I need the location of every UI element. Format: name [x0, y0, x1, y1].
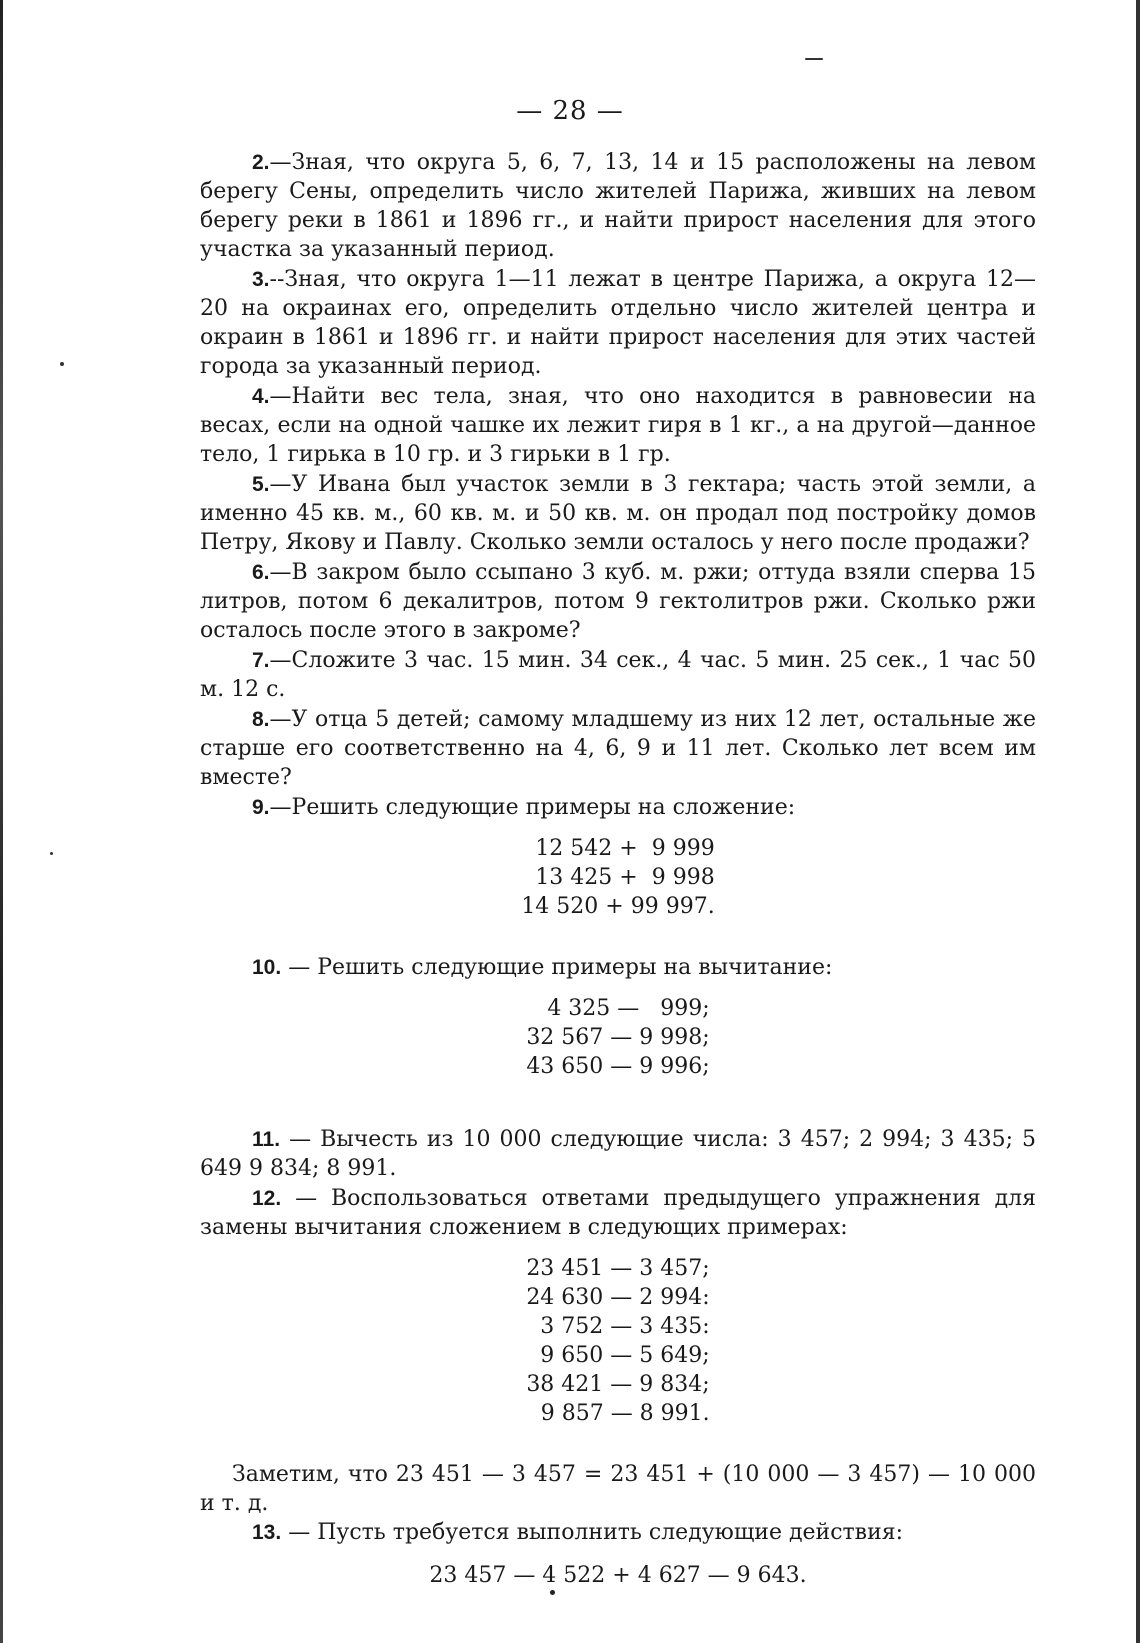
subtraction-example: 43 650 — 9 996;	[526, 1054, 710, 1079]
replacement-example: 9 650 — 5 649;	[540, 1343, 710, 1368]
scan-speck	[60, 362, 64, 366]
problem-text: — Воспользоваться ответами предыдущего упражнения для замены вычитания сложением в следующих примерах:	[200, 1186, 1036, 1240]
problem-number: 9.	[252, 796, 270, 819]
problem-text: — Решить следующие примеры на вычитание:	[281, 955, 833, 980]
problem-list	[200, 148, 1036, 822]
final-expression: 23 457 — 4 522 + 4 627 — 9 643.	[429, 1563, 807, 1588]
problem-number: 8.	[252, 708, 270, 731]
scan-speck	[50, 852, 53, 855]
problem-number: 11.	[252, 1128, 281, 1151]
problem-paragraph	[200, 558, 1036, 645]
scan-edge-left	[0, 0, 3, 1643]
replacement-example: 24 630 — 2 994:	[526, 1285, 710, 1310]
page-content	[200, 148, 1036, 1590]
problem-number: 12.	[252, 1187, 282, 1210]
problem-paragraph	[200, 470, 1036, 557]
problem-text: —Найти вес тела, зная, что оно находится в равновесии на весах, если на одной чашке их лежит гиря в 1 кг., а на другой—данное тело, 1 гирька в 10 гр. и 3 гирьки в 1 гр.	[200, 384, 1036, 467]
replacement-example: 23 451 — 3 457;	[526, 1256, 710, 1281]
addition-example: 14 520 + 99 997.	[521, 894, 715, 919]
problem-number: 10.	[252, 956, 282, 979]
problem-text: —Сложите 3 час. 15 мин. 34 сек., 4 час. 5 мин. 25 сек., 1 час 50 м. 12 с.	[200, 648, 1036, 702]
problem-paragraph	[200, 646, 1036, 704]
replacement-example: 3 752 — 3 435:	[540, 1314, 710, 1339]
replacement-example: 38 421 — 9 834;	[526, 1372, 710, 1397]
problem-paragraph	[200, 793, 1036, 822]
problem-text: — Пусть требуется выполнить следующие действия:	[281, 1520, 904, 1545]
page-number: — 28 —	[516, 96, 624, 126]
problem-text: —У отца 5 детей; самому младшему из них 12 лет, остальные же старше его соответственно на 4, 6, 9 и 11 лет. Сколько лет всем им вместе?	[200, 707, 1036, 790]
replacement-example: 9 857 — 8 991.	[540, 1401, 710, 1426]
replacement-examples	[200, 1254, 1036, 1428]
subtraction-example: 4 325 — 999;	[547, 996, 710, 1021]
scan-speck	[805, 58, 823, 60]
problem-paragraph	[200, 265, 1036, 381]
problem-number: 7.	[252, 649, 270, 672]
problem-number: 6.	[252, 561, 270, 584]
problem-paragraph	[200, 953, 1036, 982]
scan-speck	[550, 1590, 555, 1595]
problem-text: —Решить следующие примеры на сложение:	[269, 795, 796, 820]
addition-example: 12 542 + 9 999	[535, 836, 715, 861]
problem-paragraph	[200, 1125, 1036, 1183]
problem-number: 2.	[252, 151, 270, 174]
subtraction-example: 32 567 — 9 998;	[526, 1025, 710, 1050]
problem-text: --Зная, что округа 1—11 лежат в центре Парижа, а округа 12—20 на окраинах его, определить отдельно число жителей центра и окраин в 1861 и 1896 гг. и найти прирост населения для этих частей города за указанный период.	[200, 267, 1036, 379]
problem-text: —У Ивана был участок земли в 3 гектара; часть этой земли, а именно 45 кв. м., 60 кв. м. и 50 кв. м. он продал под постройку домов Петру, Якову и Павлу. Сколько земли осталось у него после продажи?	[200, 472, 1036, 555]
problem-number: 13.	[252, 1521, 282, 1544]
problem-text: — Вычесть из 10 000 следующие числа: 3 457; 2 994; 3 435; 5 649 9 834; 8 991.	[200, 1127, 1036, 1181]
addition-examples	[200, 834, 1036, 921]
problem-paragraph	[200, 1184, 1036, 1242]
problem-paragraph	[200, 705, 1036, 792]
problem-paragraph	[200, 1518, 1036, 1547]
subtraction-examples	[200, 994, 1036, 1081]
problem-number: 3.	[252, 268, 270, 291]
problem-text: —Зная, что округа 5, 6, 7, 13, 14 и 15 расположены на левом берегу Сены, определить число жителей Парижа, живших на левом берегу реки в 1861 и 1896 гг., и найти прирост населения для этого участка за указанный период.	[200, 150, 1036, 262]
addition-example: 13 425 + 9 998	[535, 865, 715, 890]
note-paragraph: Заметим, что 23 451 — 3 457 = 23 451 + (10 000 — 3 457) — 10 000 и т. д.	[200, 1462, 1036, 1516]
problem-paragraph	[200, 382, 1036, 469]
problem-paragraph	[200, 148, 1036, 264]
problem-number: 4.	[252, 385, 270, 408]
problem-number: 5.	[252, 473, 270, 496]
problem-text: —В закром было ссыпано 3 куб. м. ржи; оттуда взяли сперва 15 литров, потом 6 декалитров, потом 9 гектолитров ржи. Сколько ржи осталось после этого в закроме?	[200, 560, 1036, 643]
scan-edge-right	[1136, 0, 1140, 1643]
